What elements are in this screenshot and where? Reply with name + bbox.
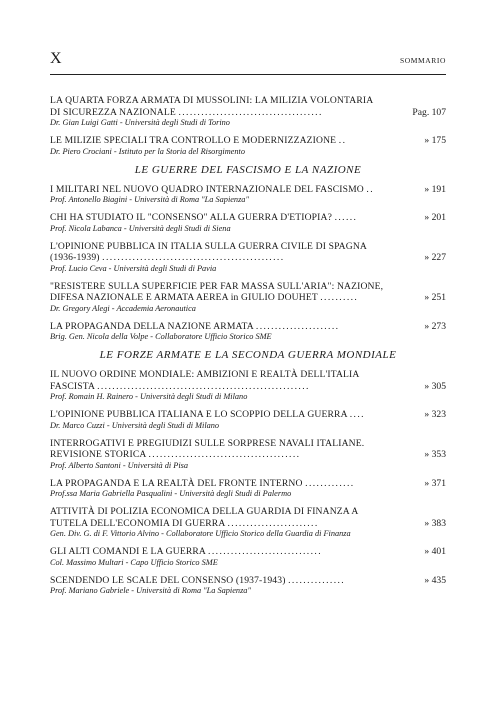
- toc-entry-page: » 305: [424, 380, 446, 392]
- dot-leader: ......: [334, 212, 358, 223]
- toc-entry[interactable]: [50, 575, 446, 597]
- toc-entry-title-line: L'OPINIONE PUBBLICA ITALIANA E LO SCOPPIO DELLA GUERRA: [50, 409, 348, 420]
- toc-entry-title-row: [50, 95, 446, 118]
- toc-entry-author: Dr. Gian Luigi Gatti - Università degli Studi di Torino: [50, 118, 230, 127]
- toc-entry-title: [50, 409, 410, 421]
- toc-entry-title-line: DIFESA NAZIONALE E ARMATA AEREA in GIULIO DOUHET: [50, 292, 318, 303]
- toc-entry[interactable]: [50, 95, 446, 128]
- toc-entry-author: Prof. Romain H. Rainero - Università degli Studi di Milano: [50, 392, 248, 401]
- toc-entry-page: » 273: [424, 320, 446, 332]
- toc-entry-title-line: I MILITARI NEL NUOVO QUADRO INTERNAZIONALE DEL FASCISMO: [50, 183, 364, 195]
- toc-entry[interactable]: [50, 506, 446, 539]
- toc-entry-author: Dr. Marco Cuzzi - Università degli Studi di Milano: [50, 420, 220, 430]
- toc-entry-title-line: "RESISTERE SULLA SUPERFICIE PER FAR MASSA SULL'ARIA": NAZIONE,: [50, 280, 384, 292]
- dot-leader: .............: [305, 477, 355, 489]
- toc-entry-title-row: [50, 281, 446, 304]
- toc-entry-title: [50, 281, 410, 304]
- section-label: SOMMARIO: [399, 56, 446, 65]
- toc-entry-title: [50, 212, 410, 224]
- toc-entry-title-line: (1936-1939): [50, 252, 100, 263]
- toc-entry-author: Prof. Alberto Santoni - Università di Pisa: [50, 460, 189, 470]
- dot-leader: ................................................: [102, 252, 285, 263]
- toc-entry-author: Col. Massimo Multari - Capo Ufficio Storico SME: [50, 557, 218, 567]
- toc-entry-author: Dr. Piero Crociani - Istituto per la Storia del Risorgimento: [50, 146, 245, 156]
- toc-entry-title-line: REVISIONE STORICA: [50, 449, 146, 460]
- toc-page: [50, 50, 446, 603]
- toc-entry-page: » 323: [424, 409, 446, 420]
- toc-entry-title-row: [50, 135, 446, 147]
- toc-entry-title: [50, 369, 410, 392]
- dot-leader: ...............: [288, 574, 346, 586]
- toc-entry-title: [50, 575, 410, 587]
- dot-leader: ......................: [255, 320, 340, 332]
- dot-leader: ........................................................: [97, 380, 310, 392]
- toc-entry-author: Prof. Antonello Biagini - Università di Roma "La Sapienza": [50, 195, 249, 204]
- toc-entry[interactable]: [50, 409, 446, 431]
- toc-entry[interactable]: [50, 184, 446, 206]
- toc-entry[interactable]: [50, 438, 446, 471]
- toc-entry[interactable]: [50, 212, 446, 234]
- toc-entry-title: [50, 478, 410, 490]
- toc-entry-author: Dr. Gregory Alegi - Accademia Aeronautica: [50, 303, 196, 313]
- toc-entry-page: » 201: [424, 212, 446, 223]
- toc-entry-title-row: [50, 409, 446, 421]
- toc-entry-title-row: [50, 546, 446, 558]
- page-number: X: [50, 50, 63, 67]
- toc-entry[interactable]: [50, 369, 446, 402]
- toc-entry[interactable]: [50, 281, 446, 314]
- toc-entry-page: Pag. 107: [412, 106, 446, 118]
- toc-entry-title-line: ATTIVITÀ DI POLIZIA ECONOMICA DELLA GUARDIA DI FINANZA A: [50, 506, 359, 517]
- toc-entry-title: [50, 506, 410, 529]
- toc-entry-title: [50, 184, 410, 196]
- dot-leader: ..............................: [208, 546, 322, 557]
- toc-entry-page: » 435: [424, 574, 446, 586]
- header-rule: [50, 74, 446, 75]
- toc-entry-title-line: SCENDENDO LE SCALE DEL CONSENSO (1937-1943): [50, 574, 286, 586]
- dot-leader: ..: [366, 183, 375, 195]
- toc-entry-author: Prof. Mariano Gabriele - Università di Roma "La Sapienza": [50, 586, 251, 595]
- toc-entry-author: Prof.ssa Maria Gabriella Pasqualini - Università degli Studi di Palermo: [50, 489, 292, 498]
- toc-entry-title-line: IL NUOVO ORDINE MONDIALE: AMBIZIONI E REALTÀ DELL'ITALIA: [50, 369, 360, 380]
- toc-entry[interactable]: [50, 241, 446, 274]
- toc-entry[interactable]: [50, 321, 446, 343]
- toc-entry-title-line: TUTELA DELL'ECONOMIA DI GUERRA: [50, 517, 225, 529]
- toc-entry-page: » 401: [424, 546, 446, 557]
- toc-entry-title-row: [50, 506, 446, 529]
- dot-leader: ......................................: [178, 106, 323, 118]
- toc-entry-author: Prof. Nicola Labanca - Università degli Studi di Siena: [50, 223, 231, 233]
- toc-entry[interactable]: [50, 546, 446, 568]
- dot-leader: ..........: [320, 292, 359, 303]
- toc-entry-title-line: CHI HA STUDIATO IL "CONSENSO" ALLA GUERRA D'ETIOPIA?: [50, 212, 332, 223]
- toc-entry-title-row: [50, 184, 446, 196]
- toc-entry-title-row: [50, 478, 446, 490]
- toc-entry-title-line: FASCISTA: [50, 380, 95, 392]
- toc-entry[interactable]: [50, 478, 446, 500]
- toc-entry-author: Gen. Div. G. di F. Vittorio Alvino - Collaboratore Ufficio Storico della Guardia di Finanza: [50, 529, 351, 538]
- page-header: [50, 50, 446, 66]
- toc-entry-title-row: [50, 321, 446, 333]
- toc-entry-author: Prof. Lucio Ceva - Università degli Studi di Pavia: [50, 263, 217, 273]
- toc-entry-title-row: [50, 575, 446, 587]
- toc-entry-title-line: LA PROPAGANDA DELLA NAZIONE ARMATA: [50, 320, 254, 332]
- toc-entry-page: » 353: [424, 449, 446, 460]
- toc-entry-title: [50, 438, 410, 461]
- toc-entry-page: » 383: [424, 517, 446, 529]
- toc-entry-title-line: GLI ALTI COMANDI E LA GUERRA: [50, 546, 206, 557]
- toc-entry-page: » 175: [424, 135, 446, 146]
- toc-entry-title-line: LA QUARTA FORZA ARMATA DI MUSSOLINI: LA MILIZIA VOLONTARIA: [50, 95, 374, 106]
- toc-entry-page: » 371: [424, 477, 446, 489]
- toc-entry-title-line: L'OPINIONE PUBBLICA IN ITALIA SULLA GUERRA CIVILE DI SPAGNA: [50, 240, 367, 252]
- toc-entry-title-row: [50, 369, 446, 392]
- toc-entry-title-line: LE MILIZIE SPECIALI TRA CONTROLLO E MODERNIZZAZIONE: [50, 135, 337, 146]
- dot-leader: ........................: [227, 517, 319, 529]
- dot-leader: ....: [349, 409, 365, 420]
- toc-entry-title-row: [50, 241, 446, 264]
- toc-entry-title: [50, 135, 410, 147]
- section-heading: LE FORZE ARMATE E LA SECONDA GUERRA MONDIALE: [99, 349, 397, 361]
- toc-entry-title: [50, 321, 410, 333]
- dot-leader: ..: [338, 135, 347, 146]
- toc-entry-title-line: INTERROGATIVI E PREGIUDIZI SULLE SORPRESE NAVALI ITALIANE.: [50, 437, 365, 449]
- table-of-contents: [50, 95, 446, 596]
- toc-entry-title: [50, 241, 410, 264]
- toc-entry-author: Brig. Gen. Nicola della Volpe - Collaboratore Ufficio Storico SME: [50, 332, 272, 341]
- toc-entry-title: [50, 546, 410, 558]
- section-heading: LE GUERRE DEL FASCISMO E LA NAZIONE: [134, 163, 362, 176]
- toc-entry-title-row: [50, 212, 446, 224]
- toc-entry-title-line: LA PROPAGANDA E LA REALTÀ DEL FRONTE INTERNO: [50, 477, 303, 489]
- toc-entry-title: [50, 95, 410, 118]
- toc-entry[interactable]: [50, 135, 446, 157]
- toc-entry-page: » 251: [424, 292, 446, 303]
- toc-entry-title-row: [50, 438, 446, 461]
- dot-leader: ........................................: [148, 449, 301, 460]
- toc-entry-title-line: DI SICUREZZA NAZIONALE: [50, 106, 176, 118]
- toc-entry-page: » 191: [424, 183, 446, 195]
- toc-entry-page: » 227: [424, 252, 446, 263]
